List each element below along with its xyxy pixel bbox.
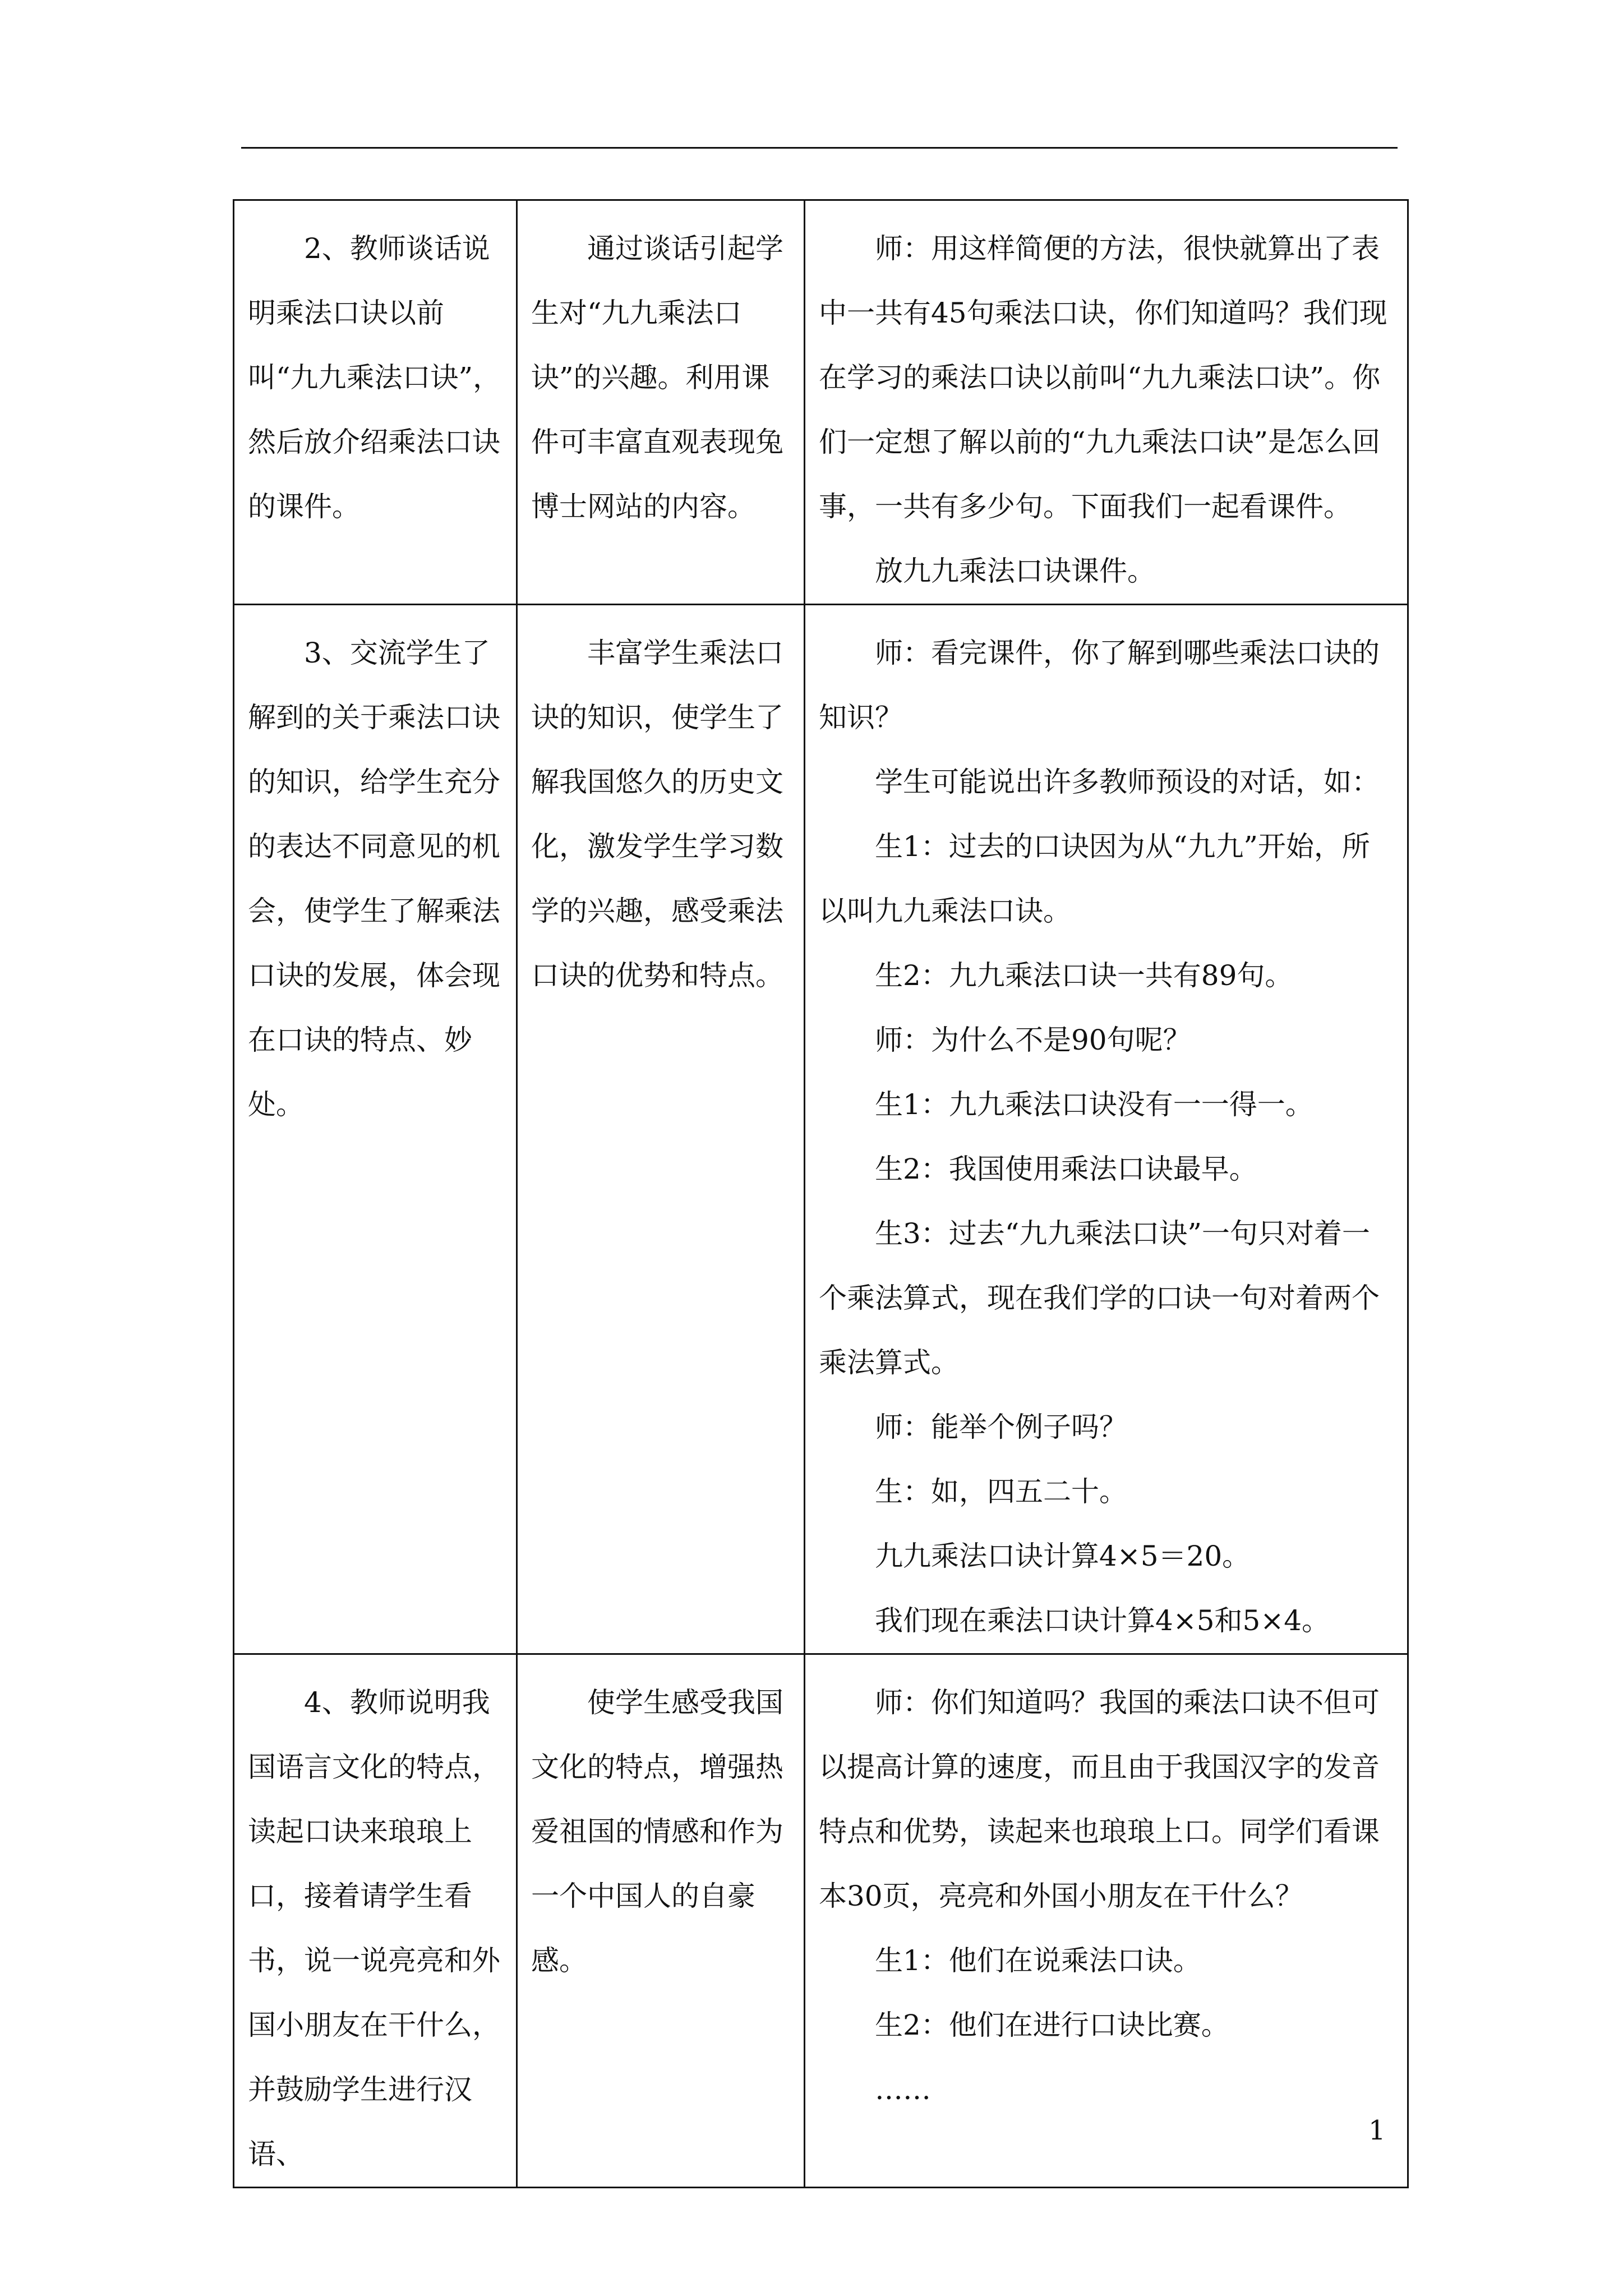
dialogue-line: …… — [875, 2073, 931, 2106]
goal-cell — [517, 1654, 805, 2188]
dialogue-line: 生1：他们在说乘法口诀。 — [875, 1944, 1201, 1977]
dialogue-line: 生2：九九乘法口诀一共有89句。 — [875, 959, 1293, 992]
dialogue-line: 师：看完课件，你了解到哪些乘法口诀的知识？ — [819, 637, 1380, 734]
dialogue-line: 放九九乘法口诀课件。 — [875, 555, 1155, 587]
dialogue-line: 生3：过去“九九乘法口诀”一句只对着一个乘法算式，现在我们学的口诀一句对着两个乘法算式。 — [819, 1217, 1380, 1379]
step-text: 3、交流学生了解到的关于乘法口诀的知识，给学生充分的表达不同意见的机会，使学生了解乘法口诀的发展，体会现在口诀的特点、妙处。 — [248, 637, 500, 1121]
dialogue-cell — [805, 605, 1408, 1654]
header-rule — [241, 147, 1398, 149]
goal-cell — [517, 605, 805, 1654]
dialogue-line: 生：如，四五二十。 — [875, 1475, 1127, 1508]
dialogue-line: 师：你们知道吗？我国的乘法口诀不但可以提高计算的速度，而且由于我国汉字的发音特点和优势，读起来也琅琅上口。同学们看课本30页，亮亮和外国小朋友在干什么？ — [819, 1686, 1380, 1912]
step-cell — [234, 605, 517, 1654]
step-text: 2、教师谈话说明乘法口诀以前叫“九九乘法口诀”，然后放介绍乘法口诀的课件。 — [248, 232, 501, 523]
dialogue-cell — [805, 200, 1408, 605]
goal-cell — [517, 200, 805, 605]
dialogue-line: 师：用这样简便的方法，很快就算出了表中一共有45句乘法口诀，你们知道吗？我们现在学习的乘法口诀以前叫“九九乘法口诀”。你们一定想了解以前的“九九乘法口诀”是怎么回事，一共有多少句。下面我们一起看课件。 — [819, 232, 1387, 523]
dialogue-line: 生2：他们在进行口诀比赛。 — [875, 2009, 1229, 2041]
dialogue-line: 学生可能说出许多教师预设的对话，如： — [875, 766, 1380, 798]
goal-text: 丰富学生乘法口诀的知识，使学生了解我国悠久的历史文化，激发学生学习数学的兴趣，感受乘法口诀的优势和特点。 — [531, 637, 783, 992]
step-cell — [234, 200, 517, 605]
step-text: 4、教师说明我国语言文化的特点，读起口诀来琅琅上口，接着请学生看书，说一说亮亮和外国小朋友在干什么，并鼓励学生进行汉语、 — [248, 1686, 500, 2170]
step-cell — [234, 1654, 517, 2188]
dialogue-line: 生2：我国使用乘法口诀最早。 — [875, 1153, 1257, 1185]
goal-text: 通过谈话引起学生对“九九乘法口诀”的兴趣。利用课件可丰富直观表现兔博士网站的内容。 — [531, 232, 783, 523]
dialogue-line: 九九乘法口诀计算4×5＝20。 — [875, 1540, 1251, 1572]
dialogue-line: 生1：过去的口诀因为从“九九”开始，所以叫九九乘法口诀。 — [819, 830, 1370, 927]
dialogue-line: 师：为什么不是90句呢？ — [875, 1024, 1191, 1056]
table-row — [234, 200, 1408, 605]
dialogue-cell — [805, 1654, 1408, 2188]
table-row — [234, 605, 1408, 1654]
dialogue-line: 生1：九九乘法口诀没有一一得一。 — [875, 1088, 1313, 1121]
lesson-table — [233, 199, 1409, 2188]
page-number: 1 — [1368, 2115, 1386, 2146]
dialogue-line: 我们现在乘法口诀计算4×5和5×4。 — [875, 1604, 1330, 1637]
dialogue-line: 师：能举个例子吗？ — [875, 1411, 1127, 1443]
table-row — [234, 1654, 1408, 2188]
goal-text: 使学生感受我国文化的特点，增强热爱祖国的情感和作为一个中国人的自豪感。 — [531, 1686, 783, 1977]
